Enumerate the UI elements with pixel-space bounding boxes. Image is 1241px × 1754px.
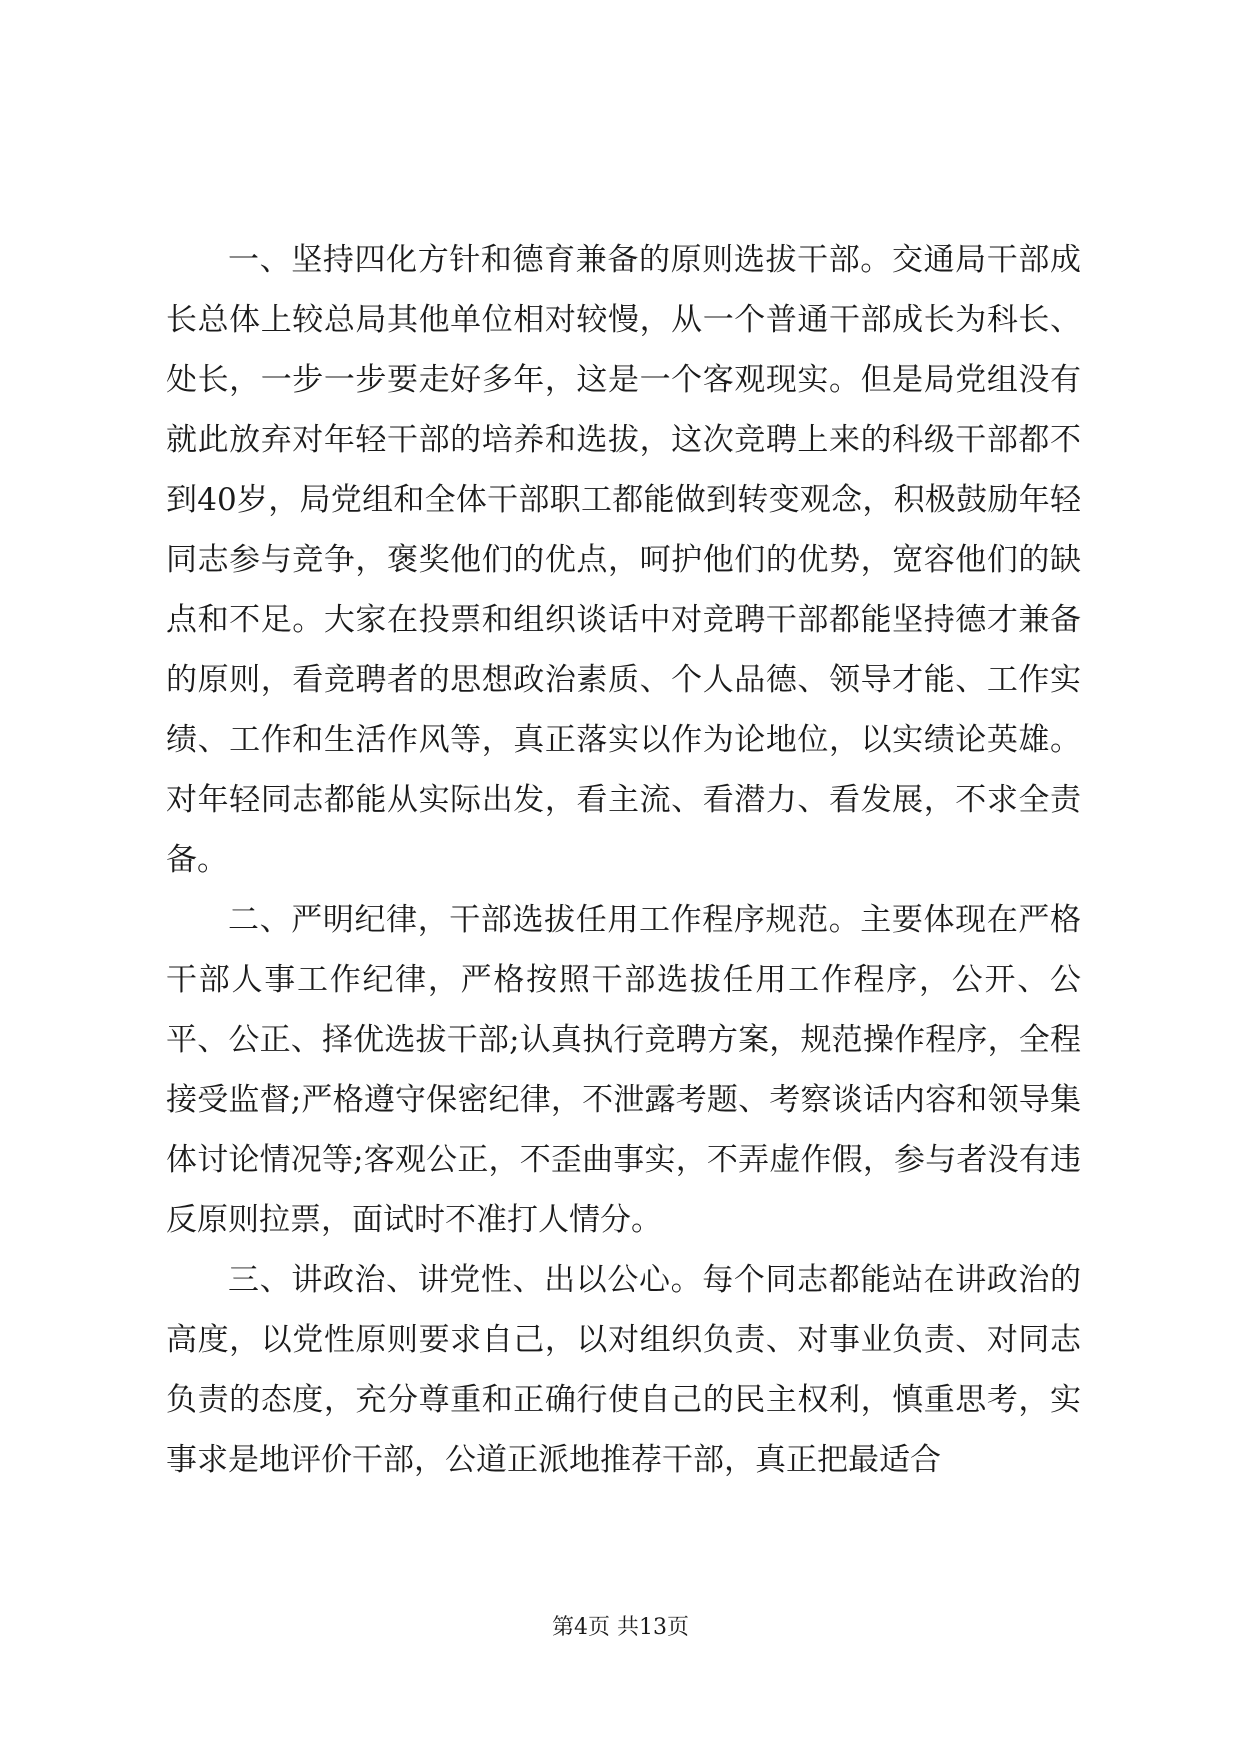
page-number-footer: 第4页 共13页 <box>552 1615 689 1640</box>
paragraph-3: 三、讲政治、讲党性、出以公心。每个同志都能站在讲政治的高度，以党性原则要求自己，以对组织负责、对事业负责、对同志负责的态度，充分尊重和正确行使自己的民主权利，慎重思考，实事求是地评价干部，公道正派地推荐干部，真正把最适合 <box>166 1262 1081 1478</box>
paragraph-2: 二、严明纪律，干部选拔任用工作程序规范。主要体现在严格干部人事工作纪律，严格按照干部选拔任用工作程序，公开、公平、公正、择优选拔干部;认真执行竞聘方案，规范操作程序，全程接受监督;严格遵守保密纪律，不泄露考题、考察谈话内容和领导集体讨论情况等;客观公正，不歪曲事实，不弄虚作假，参与者没有违反原则拉票，面试时不准打人情分。 <box>166 902 1081 1238</box>
paragraph-1: 一、坚持四化方针和德育兼备的原则选拔干部。交通局干部成长总体上较总局其他单位相对较慢，从一个普通干部成长为科长、处长，一步一步要走好多年，这是一个客观现实。但是局党组没有就此放弃对年轻干部的培养和选拔，这次竞聘上来的科级干部都不到40岁，局党组和全体干部职工都能做到转变观念，积极鼓励年轻同志参与竞争，褒奖他们的优点，呵护他们的优势，宽容他们的缺点和不足。大家在投票和组织谈话中对竞聘干部都能坚持德才兼备的原则，看竞聘者的思想政治素质、个人品德、领导才能、工作实绩、工作和生活作风等，真正落实以作为论地位，以实绩论英雄。对年轻同志都能从实际出发，看主流、看潜力、看发展，不求全责备。 <box>166 242 1081 878</box>
document-body <box>166 230 1081 1490</box>
